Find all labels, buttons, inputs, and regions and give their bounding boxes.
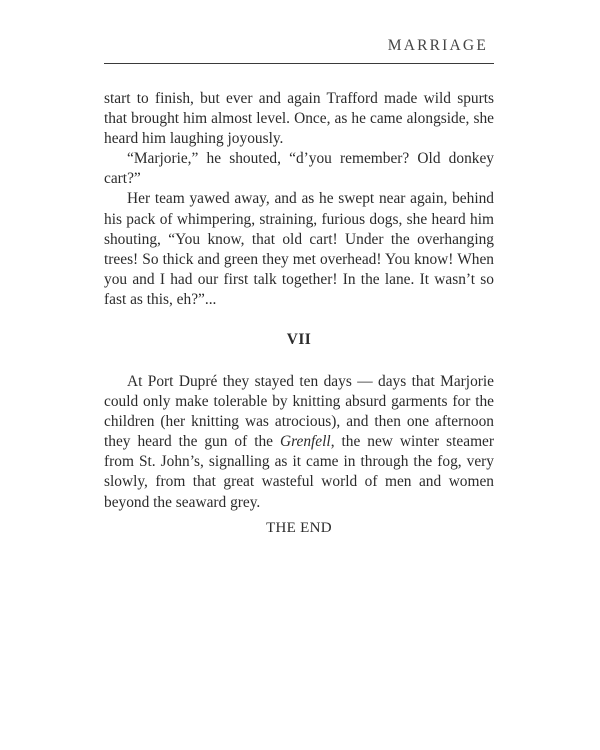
section-seven-text: [104, 372, 494, 513]
paragraph-team-yawed: Her team yawed away, and as he swept near again, behind his pack of whimpering, straining, furious dogs, she heard him shouting, “You know, that old cart! Under the overhanging trees! So thick and green they met overhead! You know! When you and I had our first talk together! In the lane. It wasn’t so fast as this, eh?”...: [104, 190, 494, 308]
paragraph-port-dupre-end: , the new winter steamer from St. John’s, signalling as it came in through the fog, very slowly, from that great wasteful world of men and women beyond the seaward grey.: [104, 433, 494, 511]
section-heading: VII: [286, 331, 312, 348]
paragraph-port-dupre: [104, 372, 494, 513]
the-end-label: THE END: [266, 520, 332, 536]
paragraph-continuation: start to finish, but ever and again Trafford made wild spurts that brought him almost level. Once, as he came alongside, she heard him laughing joyously.: [104, 90, 494, 148]
running-head-title: MARRIAGE: [387, 37, 488, 54]
section-six-text: [104, 89, 494, 310]
paragraph-port-dupre-start: At Port Dupré they stayed ten days — days that Marjorie could only make tolerable by knitting absurd garments for the children (her knitting was atrocious), and then one afternoon they heard the gun of the: [104, 373, 494, 451]
header-rule: [104, 63, 494, 64]
ship-name: Grenfell: [279, 433, 331, 451]
paragraph-dialogue: “Marjorie,” he shouted, “d’you remember? Old donkey cart?”: [104, 150, 494, 188]
